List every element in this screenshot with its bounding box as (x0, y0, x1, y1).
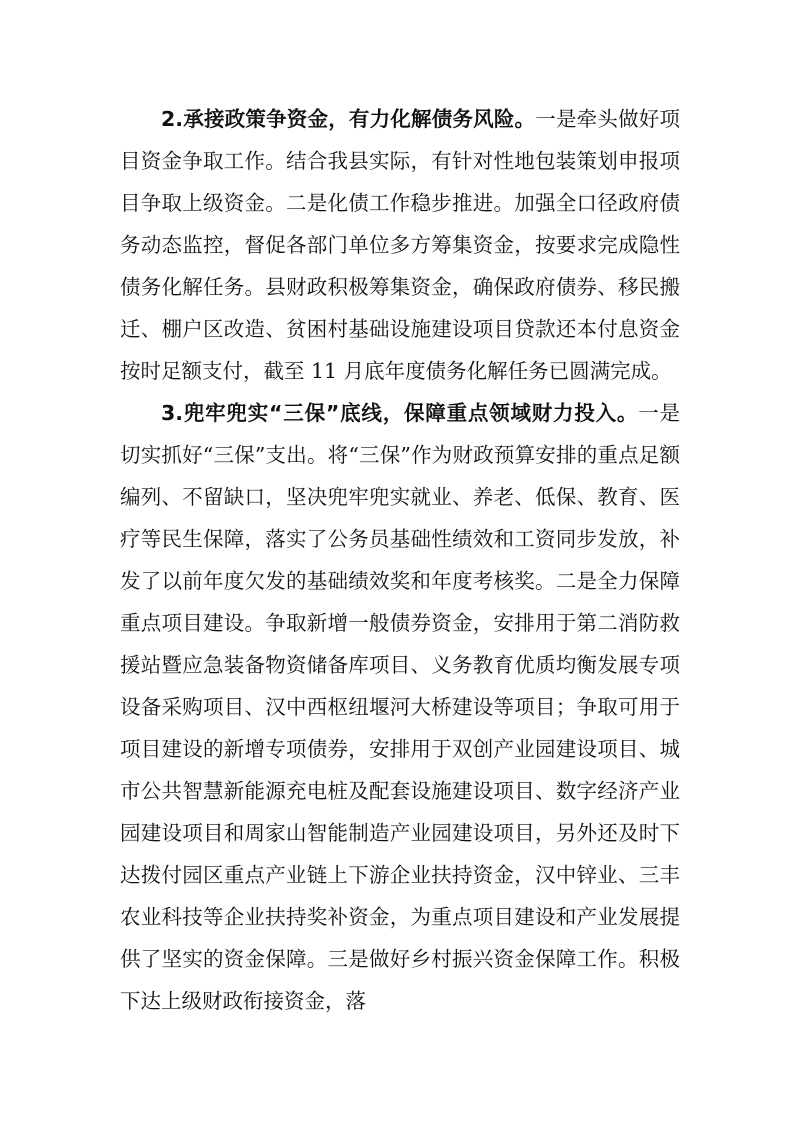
paragraph-text: 一是牵头做好项目资金争取工作。结合我县实际，有针对性地包装策划申报项目争取上级资金。二是化债工作稳步推进。加强全口径政府债务动态监控，督促各部门单位多方筹集资金，按要求完成隐性债务化解任务。县财政积极筹集资金，确保政府债券、移民搬迁、棚户区改造、贫困村基础设施建设项目贷款还本付息资金按时足额支付，截至 11 月底年度债务化解任务已圆满完成。 (120, 107, 680, 383)
paragraph-heading: 3.兜牢兜实“三保”底线，保障重点领域财力投入。 (161, 401, 639, 425)
paragraph-debt-risk (120, 98, 680, 392)
paragraph-heading: 2.承接政策争资金，有力化解债务风险。 (161, 107, 536, 131)
document-body (120, 98, 680, 1022)
paragraph-text: 一是切实抓好“三保”支出。将“三保”作为财政预算安排的重点足额编列、不留缺口，坚决兜牢兜实就业、养老、低保、教育、医疗等民生保障，落实了公务员基础性绩效和工资同步发放，补发了以前年度欠发的基础绩效奖和年度考核奖。二是全力保障重点项目建设。争取新增一般债券资金，安排用于第二消防救援站暨应急装备物资储备库项目、义务教育优质均衡发展专项设备采购项目、汉中西枢纽堰河大桥建设等项目；争取可用于项目建设的新增专项债券，安排用于双创产业园建设项目、城市公共智慧新能源充电桩及配套设施建设项目、数字经济产业园建设项目和周家山智能制造产业园建设项目，另外还及时下达拨付园区重点产业链上下游企业扶持资金，汉中锌业、三丰农业科技等企业扶持奖补资金，为重点项目建设和产业发展提供了坚实的资金保障。三是做好乡村振兴资金保障工作。积极下达上级财政衔接资金，落 (120, 401, 681, 1013)
paragraph-three-guarantees (120, 392, 680, 1022)
